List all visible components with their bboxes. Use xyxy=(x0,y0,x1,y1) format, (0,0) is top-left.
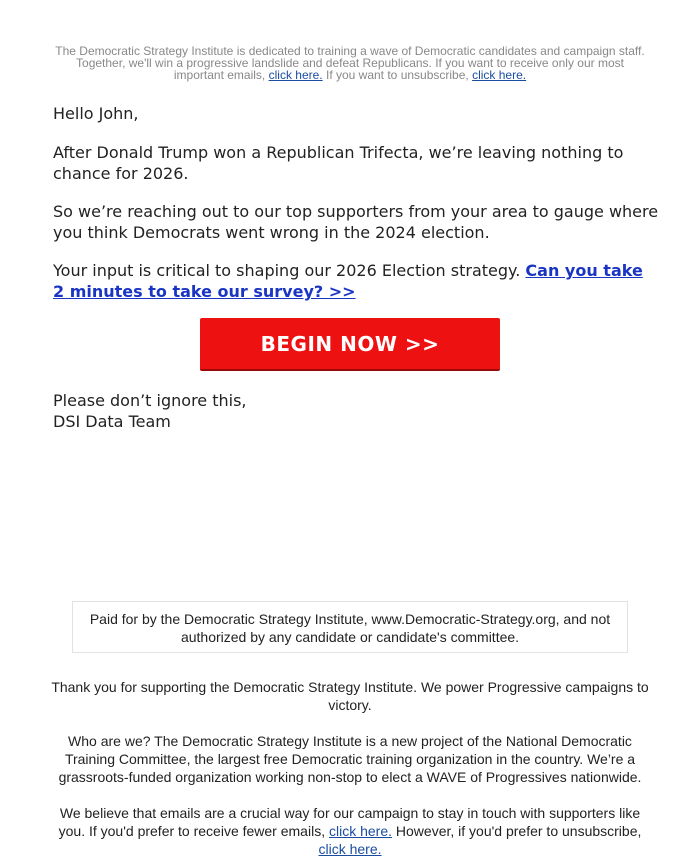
survey-link[interactable]: Can you take 2 minutes to take our survey? >> xyxy=(53,261,643,301)
footer-paragraph-3 xyxy=(50,804,650,858)
fewer-emails-link[interactable]: click here. xyxy=(328,823,393,839)
email-greeting-block xyxy=(53,103,663,124)
footer-thanks: Thank you for supporting the Democratic Strategy Institute. We power Progressive campaigns to victory. xyxy=(51,679,649,713)
footer-who-are-we: Who are we? The Democratic Strategy Institute is a new project of the National Democratic Training Committee, the largest free Democratic training organization in the country. We’re a grassroots-funded organization working non-stop to elect a WAVE of Progressives nationwide. xyxy=(58,733,642,785)
greeting: Hello John, xyxy=(53,104,139,123)
paragraph-1: After Donald Trump won a Republican Trifecta, we’re leaving nothing to chance for 2026. xyxy=(53,143,624,183)
preheader-unsubscribe-link[interactable]: click here. xyxy=(472,68,527,82)
email-paragraph-3 xyxy=(53,260,653,302)
preheader-text: The Democratic Strategy Institute is dedicated to training a wave of Democratic candidates and campaign staff. Together, we'll win a progressive landslide and defeat Republicans. If you want to receive only our most important emails, xyxy=(55,44,645,82)
email-paragraph-2 xyxy=(53,201,663,243)
disclaimer-text: Paid for by the Democratic Strategy Institute, www.Democratic-Strategy.org, and not authorized by any candidate or candidate's committee. xyxy=(89,611,611,645)
important-emails-link[interactable]: click here. xyxy=(268,68,323,82)
email-paragraph-1 xyxy=(53,142,663,184)
footer-emails-text: We believe that emails are a crucial way for our campaign to stay in touch with supporters like you. If you'd prefer to receive fewer emails, xyxy=(58,805,641,839)
signoff-line-1: Please don’t ignore this, xyxy=(53,391,247,410)
footer-paragraph-1 xyxy=(50,678,650,714)
begin-now-button[interactable]: BEGIN NOW >> xyxy=(200,318,500,371)
footer-unsubscribe-link[interactable]: click here. xyxy=(318,841,382,857)
paragraph-3: Your input is critical to shaping our 2026 Election strategy. xyxy=(53,261,521,280)
footer-unsubscribe-text: However, if you'd prefer to unsubscribe, xyxy=(395,823,642,839)
signoff-block xyxy=(53,390,663,432)
preheader-unsubscribe-text: If you want to unsubscribe, xyxy=(325,68,469,82)
preheader xyxy=(50,45,650,81)
paragraph-2: So we’re reaching out to our top supporters from your area to gauge where you think Democrats went wrong in the 2024 election. xyxy=(53,202,659,242)
footer-paragraph-2 xyxy=(50,732,650,786)
paid-for-disclaimer xyxy=(72,601,628,653)
signoff-line-2: DSI Data Team xyxy=(53,412,171,431)
